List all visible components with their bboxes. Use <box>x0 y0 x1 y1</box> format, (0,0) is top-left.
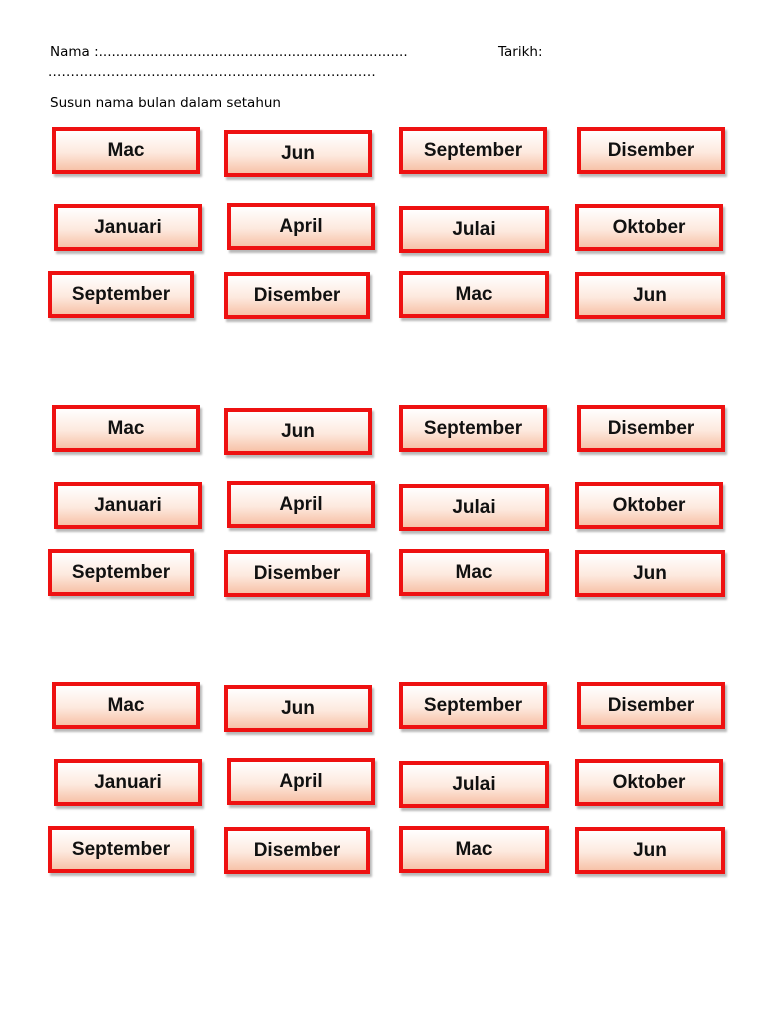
month-card-label: Disember <box>253 562 341 584</box>
month-card[interactable] <box>575 759 723 806</box>
month-card-label: Mac <box>107 139 145 161</box>
month-card[interactable] <box>399 405 547 452</box>
month-card-label: Mac <box>107 694 145 716</box>
month-card[interactable] <box>399 484 549 531</box>
month-card[interactable] <box>575 482 723 529</box>
month-card[interactable] <box>399 206 549 253</box>
month-card[interactable] <box>224 272 370 319</box>
month-card-label: Mac <box>107 417 145 439</box>
month-card-label: September <box>71 283 171 305</box>
month-card[interactable] <box>54 759 202 806</box>
month-card[interactable] <box>54 482 202 529</box>
name-field-label: Nama :........................................................................ <box>50 44 408 60</box>
month-card-label: Disember <box>607 694 695 716</box>
month-card[interactable] <box>575 204 723 251</box>
month-card-label: Disember <box>607 139 695 161</box>
month-card-label: Mac <box>455 838 493 860</box>
month-card[interactable] <box>399 682 547 729</box>
month-card-label: Disember <box>253 284 341 306</box>
instruction: Susun nama bulan dalam setahun <box>50 95 281 111</box>
month-card[interactable] <box>575 827 725 874</box>
month-card[interactable] <box>48 826 194 873</box>
month-card-label: Jun <box>633 562 667 584</box>
month-card-label: Jun <box>633 839 667 861</box>
month-card-label: Disember <box>253 839 341 861</box>
month-card-label: September <box>423 417 523 439</box>
month-card[interactable] <box>48 271 194 318</box>
month-card[interactable] <box>48 549 194 596</box>
date-field-dots: ......................................................................... <box>48 64 376 80</box>
month-card-label: Oktober <box>612 216 686 238</box>
month-card[interactable] <box>227 481 375 528</box>
month-card-label: Julai <box>452 773 496 795</box>
month-card-label: April <box>279 493 323 515</box>
month-card-label: Jun <box>281 420 315 442</box>
month-card-label: September <box>71 561 171 583</box>
month-card-label: Jun <box>281 142 315 164</box>
month-card-label: Oktober <box>612 494 686 516</box>
month-card-label: Oktober <box>612 771 686 793</box>
month-card-label: Jun <box>633 284 667 306</box>
month-card-label: Mac <box>455 283 493 305</box>
month-card-label: April <box>279 215 323 237</box>
month-card[interactable] <box>52 405 200 452</box>
month-card[interactable] <box>575 550 725 597</box>
month-card-label: Januari <box>94 771 162 793</box>
month-card-label: Januari <box>94 216 162 238</box>
month-card[interactable] <box>227 758 375 805</box>
month-card[interactable] <box>224 130 372 177</box>
month-card-label: September <box>423 694 523 716</box>
month-card[interactable] <box>577 682 725 729</box>
month-card[interactable] <box>399 127 547 174</box>
month-card[interactable] <box>399 761 549 808</box>
month-card-label: Januari <box>94 494 162 516</box>
month-card-label: Jun <box>281 697 315 719</box>
month-card[interactable] <box>52 127 200 174</box>
month-card[interactable] <box>577 405 725 452</box>
month-card-label: Mac <box>455 561 493 583</box>
date-field-label: Tarikh: <box>498 44 543 60</box>
month-card[interactable] <box>54 204 202 251</box>
month-card[interactable] <box>399 271 549 318</box>
month-card[interactable] <box>577 127 725 174</box>
month-card-label: September <box>71 838 171 860</box>
month-card[interactable] <box>399 549 549 596</box>
month-card-label: Julai <box>452 218 496 240</box>
month-card[interactable] <box>224 685 372 732</box>
month-card[interactable] <box>52 682 200 729</box>
month-card-label: Disember <box>607 417 695 439</box>
month-card-label: Julai <box>452 496 496 518</box>
month-card[interactable] <box>227 203 375 250</box>
month-card[interactable] <box>224 550 370 597</box>
month-card[interactable] <box>575 272 725 319</box>
month-card[interactable] <box>224 827 370 874</box>
month-card[interactable] <box>224 408 372 455</box>
month-card-label: April <box>279 770 323 792</box>
month-card[interactable] <box>399 826 549 873</box>
month-card-label: September <box>423 139 523 161</box>
